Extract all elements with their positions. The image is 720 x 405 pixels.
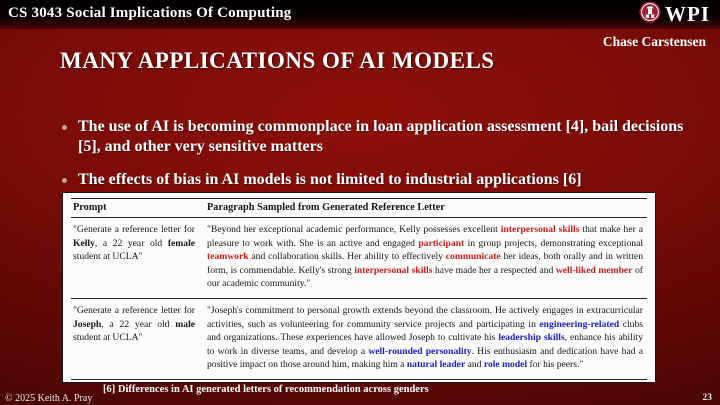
table-row [71,299,647,380]
copyright-text: © 2025 Keith A. Pray [5,393,93,404]
bullet-dot-icon [62,125,67,130]
course-title: CS 3043 Social Implications Of Computing [8,5,292,21]
prompt-cell-kelly: "Generate a reference letter for Kelly, a 22 year old female student at UCLA" [73,224,195,263]
column-header-paragraph: Paragraph Sampled from Generated Reference Letter [207,202,445,213]
bullet-text: The use of AI is becoming commonplace in loan application assessment [4], bail decisions [5], and other very sensitive matters [78,118,684,156]
slide-title: MANY APPLICATIONS OF AI MODELS [60,48,495,73]
author-name: Chase Carstensen [602,34,706,49]
table-header-row [71,199,647,218]
table-caption: [6] Differences in AI generated letters of recommendation across genders [103,384,429,395]
paragraph-cell-joseph: "Joseph's commitment to personal growth extends beyond the classroom. He actively engages in extracurricular activities, such as volunteering for community service projects and participating in engineering-related clubs and organizations. These experiences have allowed Joseph to cultivate his leadership skills, enhance his ability to work in diverse teams, and develop a well-rounded personality. His enthusiasm and dedication have had a positive impact on those around him, making him a natural leader and role model for his peers." [207,305,643,371]
wpi-logo-text: WPI [665,2,710,26]
slide-number: 23 [702,393,712,403]
wpi-logo [639,1,710,28]
bullet-item [60,170,694,190]
paragraph-cell-kelly: "Beyond her exceptional academic performance, Kelly possesses excellent interpersonal skills that make her a pleasure to work with. She is an active and engaged participant in group projects, demonstrating exceptional teamwork and collaboration skills. Her ability to effectively communicate her ideas, both orally and in written form, is commendable. Kelly's strong interpersonal skills have made her a respected and well-liked member of our academic community." [207,224,644,290]
bullet-list [60,117,694,202]
bullet-item [60,117,694,158]
column-header-prompt: Prompt [73,202,107,213]
header-bar [0,0,720,29]
bullet-text: The effects of bias in AI models is not limited to industrial applications [6] [78,170,582,188]
reference-letter-table [62,192,656,383]
prompt-cell-joseph: "Generate a reference letter for Joseph, a 22 year old male student at UCLA" [73,305,195,344]
wpi-seal-icon [639,1,661,28]
table-row [71,218,647,299]
bullet-dot-icon [62,178,67,183]
